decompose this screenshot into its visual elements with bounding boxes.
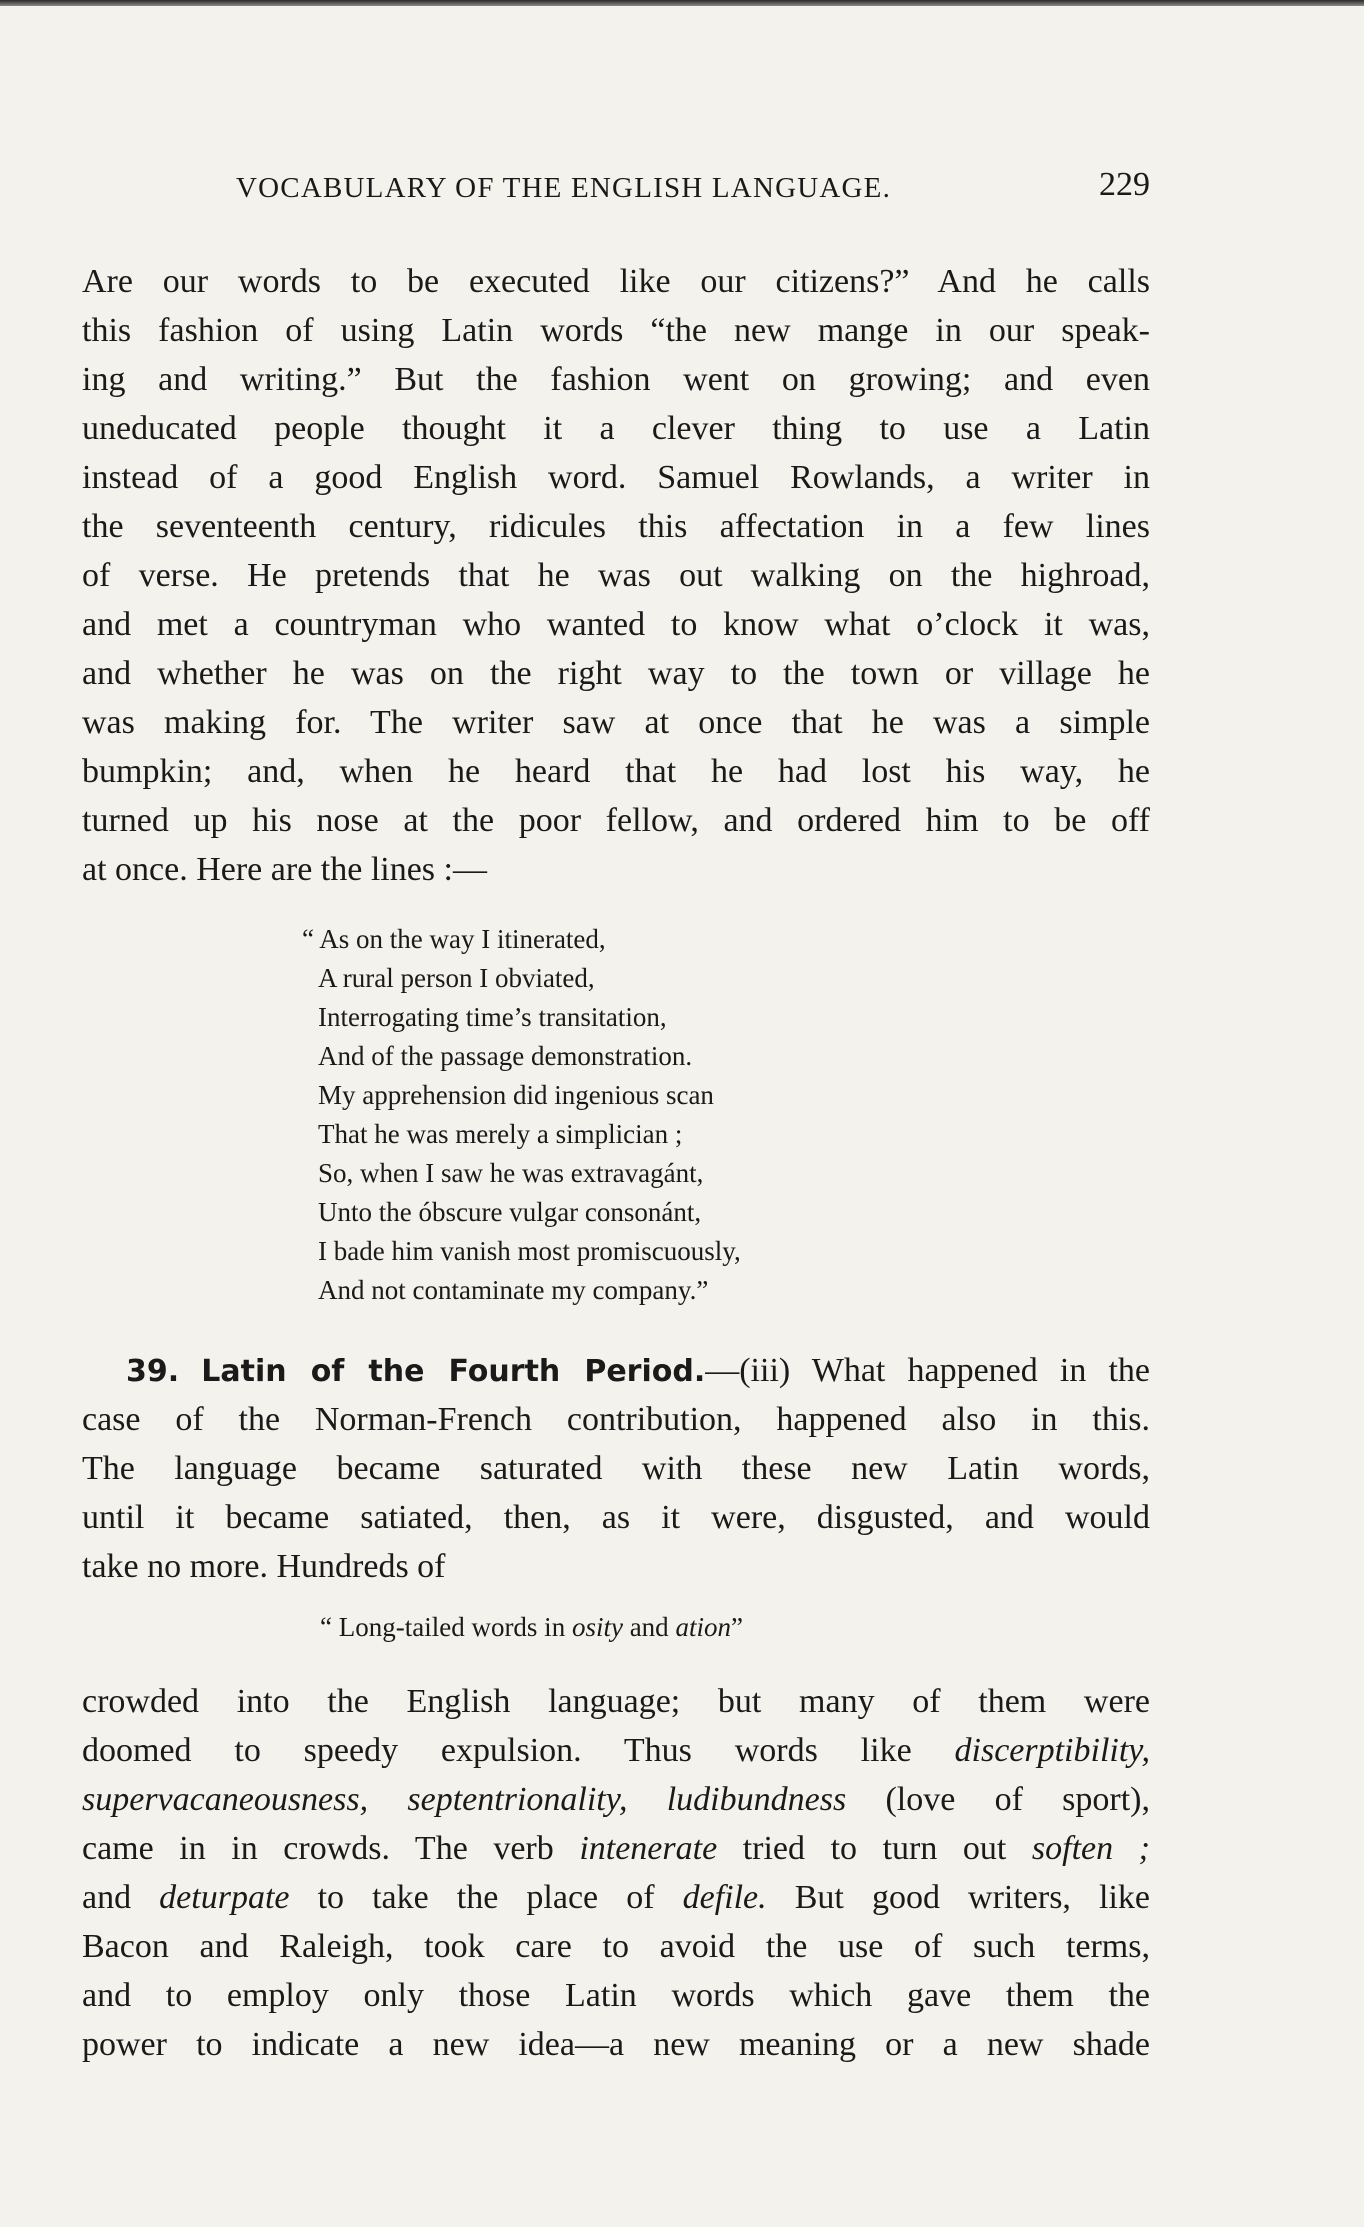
quote-close: ” bbox=[730, 1612, 743, 1642]
quote-word-ation: ation bbox=[675, 1612, 731, 1642]
italic-term: intenerate bbox=[579, 1830, 718, 1867]
text-line bbox=[82, 1726, 1150, 1775]
text-run: to take the place of bbox=[289, 1879, 683, 1916]
paragraph-expulsion bbox=[82, 1677, 1150, 2069]
text-line: and whether he was on the right way to the town or village he bbox=[82, 655, 1150, 692]
text-line: ing and writing.” But the fashion went on growing; and even bbox=[82, 361, 1150, 398]
verse-line: And not contaminate my company.” bbox=[318, 1275, 709, 1305]
running-header bbox=[236, 166, 1150, 212]
block-quote bbox=[320, 1612, 743, 1643]
text-line: uneducated people thought it a clever thing to use a Latin bbox=[82, 410, 1150, 447]
text-line: was making for. The writer saw at once that he was a simple bbox=[82, 704, 1150, 741]
section-title: Latin of the Fourth Period. bbox=[201, 1354, 706, 1389]
italic-term: discerptibility, bbox=[954, 1732, 1150, 1769]
text-line bbox=[82, 1775, 1150, 1824]
italic-term: ludibundness bbox=[666, 1781, 847, 1818]
text-line: of verse. He pretends that he was out walking on the highroad, bbox=[82, 557, 1150, 594]
text-run: tried to turn out bbox=[717, 1830, 1032, 1867]
text-run: (love of sport), bbox=[846, 1781, 1151, 1818]
italic-term: deturpate bbox=[159, 1879, 290, 1916]
verse-line: Unto the óbscure vulgar consonánt, bbox=[318, 1197, 702, 1227]
text-line: bumpkin; and, when he heard that he had lost his way, he bbox=[82, 753, 1150, 790]
verse-line: So, when I saw he was extravagánt, bbox=[318, 1158, 704, 1188]
text-line bbox=[82, 1824, 1150, 1873]
quote-word-osity: osity bbox=[571, 1612, 623, 1642]
text-run: came in in crowds. The verb bbox=[82, 1830, 580, 1867]
text-line: The language became saturated with these new Latin words, bbox=[82, 1450, 1150, 1487]
section-39 bbox=[82, 1346, 1150, 1591]
text-line: case of the Norman-French contribution, happened also in this. bbox=[82, 1401, 1150, 1438]
text-line: Bacon and Raleigh, took care to avoid the use of such terms, bbox=[82, 1928, 1150, 1965]
page-number: 229 bbox=[1099, 166, 1150, 203]
text-run: and bbox=[82, 1879, 160, 1916]
section-lead-text: —(iii) What happened in the bbox=[705, 1352, 1150, 1389]
verse-line: I bade him vanish most promiscuously, bbox=[318, 1236, 741, 1266]
text-line: instead of a good English word. Samuel Rowlands, a writer in bbox=[82, 459, 1150, 496]
text-line: Are our words to be executed like our citizens?” And he calls bbox=[82, 263, 1150, 300]
text-line: crowded into the English language; but many of them were bbox=[82, 1683, 1150, 1720]
italic-term: septentrionality, bbox=[407, 1781, 628, 1818]
text-line: turned up his nose at the poor fellow, and ordered him to be off bbox=[82, 802, 1150, 839]
quote-open: “ Long-tailed words in bbox=[320, 1612, 572, 1642]
quote-mid: and bbox=[622, 1612, 676, 1642]
text-run: doomed to speedy expulsion. Thus words like bbox=[82, 1732, 955, 1769]
italic-term: supervacaneousness, bbox=[82, 1781, 369, 1818]
text-line: and to employ only those Latin words which gave them the bbox=[82, 1977, 1150, 2014]
page-top-edge bbox=[0, 0, 1364, 6]
section-39-first-line bbox=[82, 1346, 1150, 1395]
section-number: 39. bbox=[126, 1354, 180, 1389]
verse-line: That he was merely a simplician ; bbox=[318, 1119, 683, 1149]
text-line: the seventeenth century, ridicules this affectation in a few lines bbox=[82, 508, 1150, 545]
verse-line: Interrogating time’s transitation, bbox=[318, 1002, 667, 1032]
text-run: But good writers, like bbox=[766, 1879, 1150, 1916]
text-line: until it became satiated, then, as it were, disgusted, and would bbox=[82, 1499, 1150, 1536]
verse-line: And of the passage demonstration. bbox=[318, 1041, 693, 1071]
verse-line: “ As on the way I itinerated, bbox=[302, 924, 606, 954]
verse-line: A rural person I obviated, bbox=[318, 963, 595, 993]
text-run bbox=[368, 1781, 407, 1818]
verse-line: My apprehension did ingenious scan bbox=[318, 1080, 714, 1110]
text-line bbox=[82, 1873, 1150, 1922]
running-title: VOCABULARY OF THE ENGLISH LANGUAGE. bbox=[236, 172, 892, 204]
text-line: take no more. Hundreds of bbox=[82, 1548, 446, 1585]
text-line: at once. Here are the lines :— bbox=[82, 851, 487, 888]
text-line: and met a countryman who wanted to know what o’clock it was, bbox=[82, 606, 1150, 643]
italic-term: soften ; bbox=[1031, 1830, 1150, 1867]
verse-quotation bbox=[302, 920, 1038, 1310]
text-line: power to indicate a new idea—a new meaning or a new shade bbox=[82, 2026, 1150, 2063]
text-line: this fashion of using Latin words “the new mange in our speak- bbox=[82, 312, 1150, 349]
text-run bbox=[627, 1781, 666, 1818]
paragraph-rowlands bbox=[82, 257, 1150, 894]
italic-term: defile. bbox=[682, 1879, 767, 1916]
